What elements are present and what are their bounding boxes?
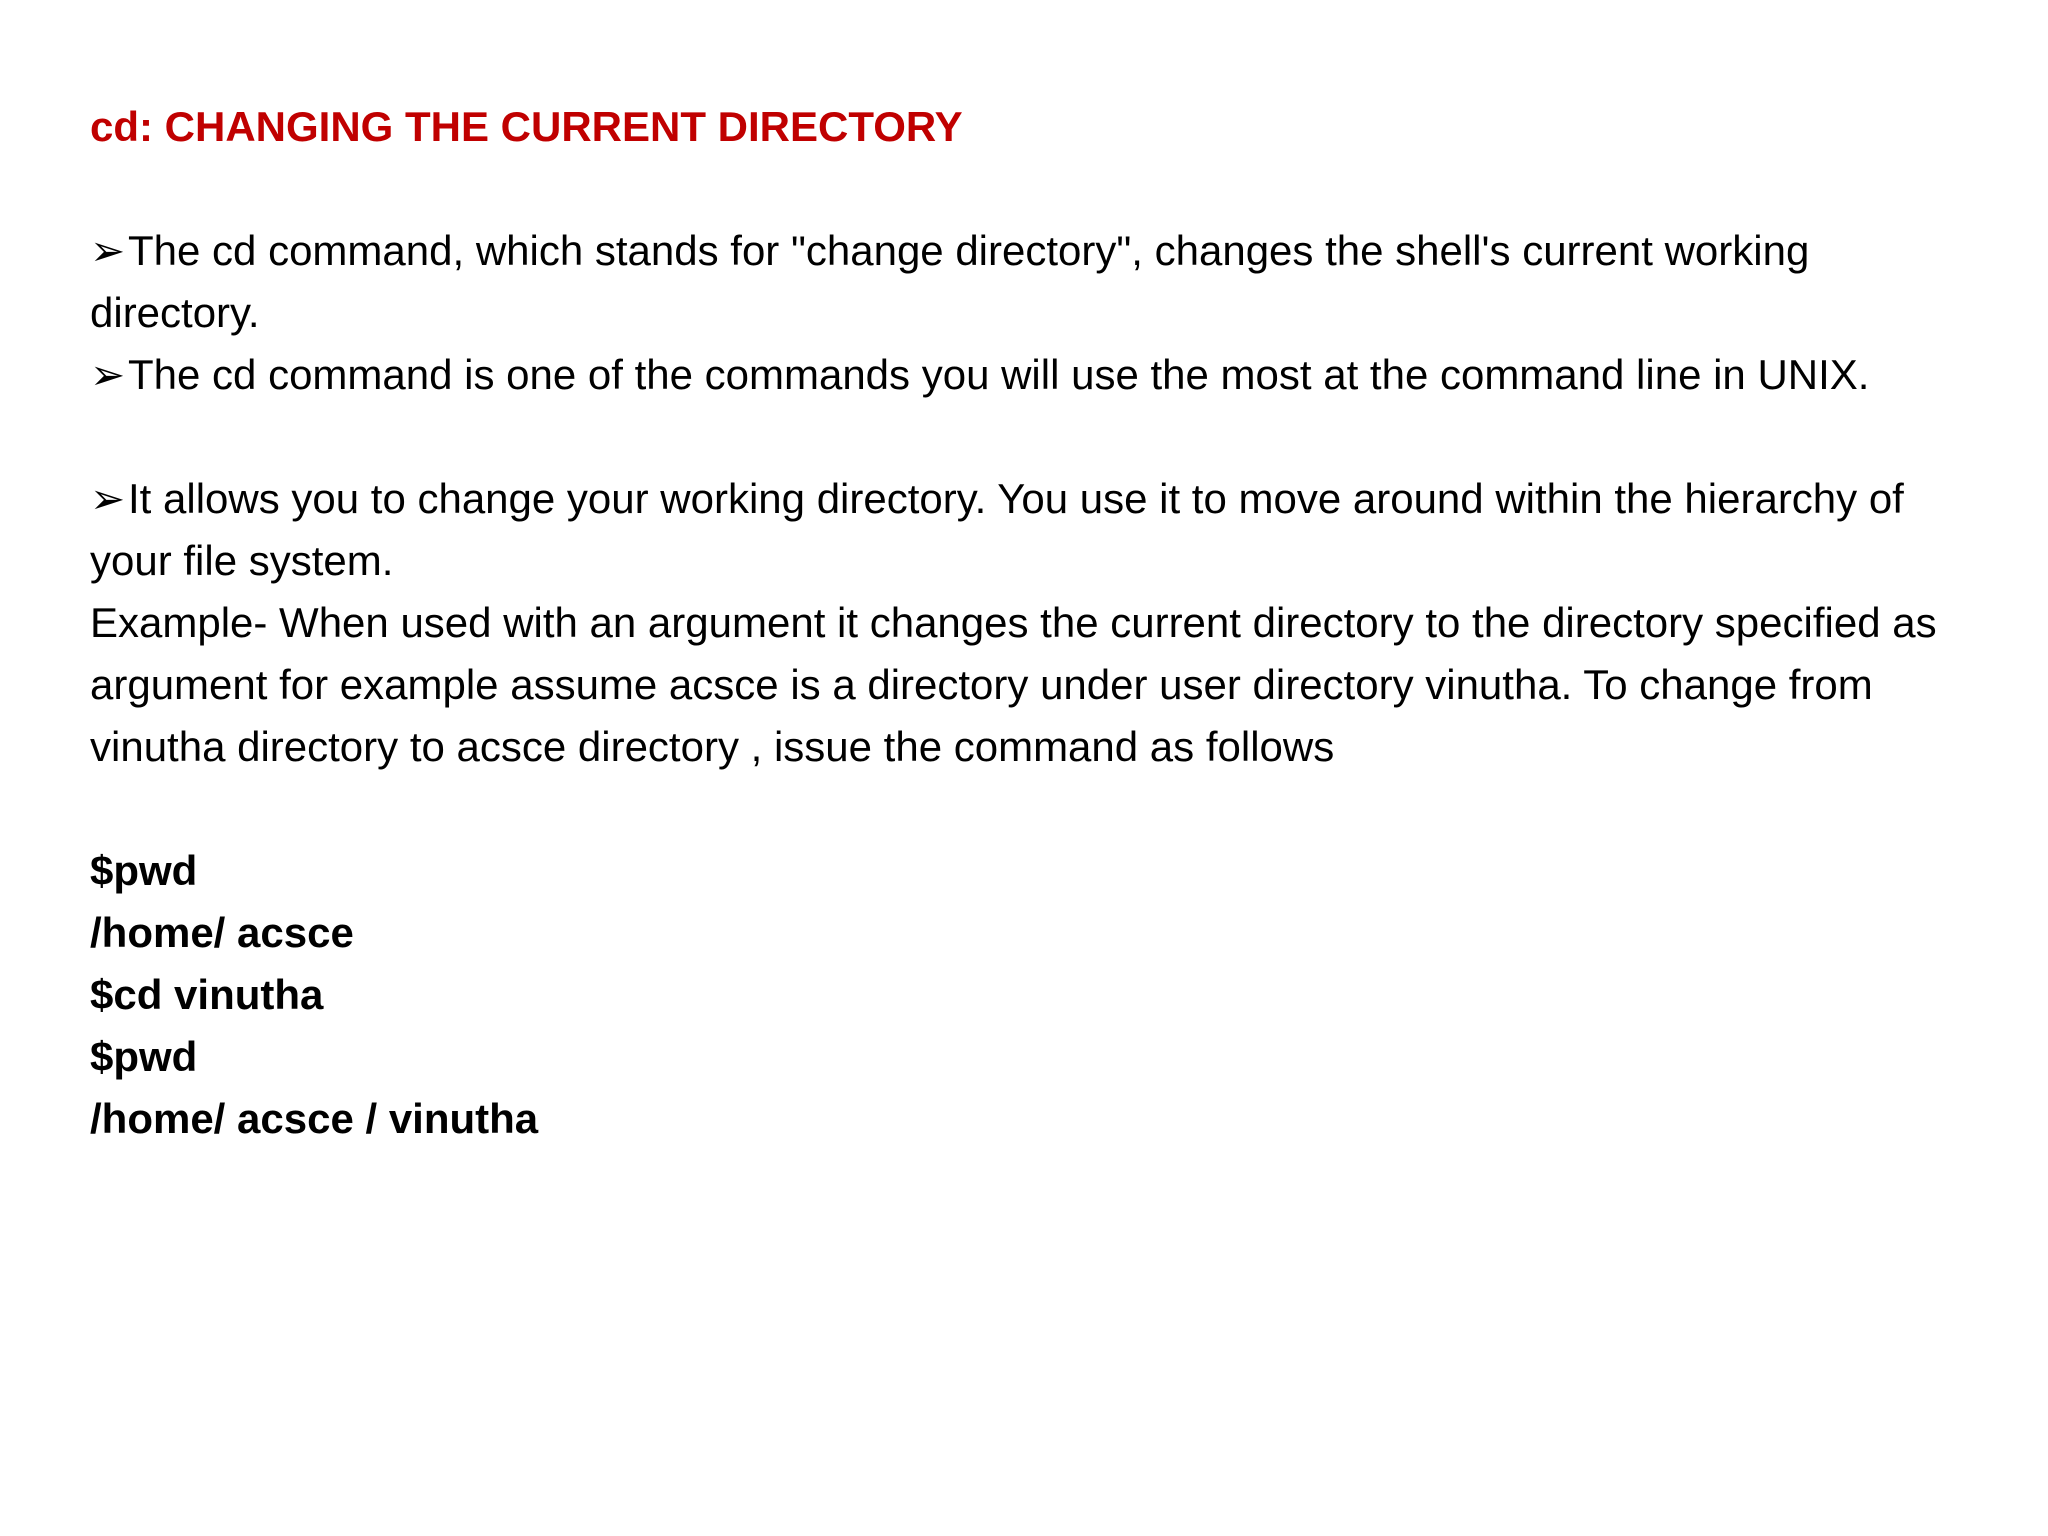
example-paragraph: Example- When used with an argument it changes the current directory to the directory specified as argument for example assume acsce is a directory under user directory vinutha. To change from vinutha directory to acsce directory , issue the command as follows [90, 599, 1937, 770]
spacer [90, 406, 1970, 468]
command-line: $pwd [90, 847, 198, 894]
slide-title: cd: CHANGING THE CURRENT DIRECTORY [90, 103, 963, 150]
arrow-bullet-icon: ➢ [90, 227, 126, 274]
command-line: $cd vinutha [90, 971, 324, 1018]
spacer [90, 778, 1970, 840]
bullet-item [90, 220, 1970, 344]
bullet-item [90, 468, 1970, 592]
arrow-bullet-icon: ➢ [90, 475, 126, 522]
slide-content [90, 96, 1970, 1150]
command-output: /home/ acsce / vinutha [90, 1095, 539, 1142]
arrow-bullet-icon: ➢ [90, 351, 126, 398]
bullet-item [90, 344, 1970, 406]
bullet-text: It allows you to change your working directory. You use it to move around within the hierarchy of your file system. [90, 475, 1904, 584]
bullet-text: The cd command, which stands for "change directory", changes the shell's current working directory. [90, 227, 1810, 336]
bullet-text: The cd command is one of the commands you will use the most at the command line in UNIX. [128, 351, 1870, 398]
command-output: /home/ acsce [90, 909, 354, 956]
command-line: $pwd [90, 1033, 198, 1080]
